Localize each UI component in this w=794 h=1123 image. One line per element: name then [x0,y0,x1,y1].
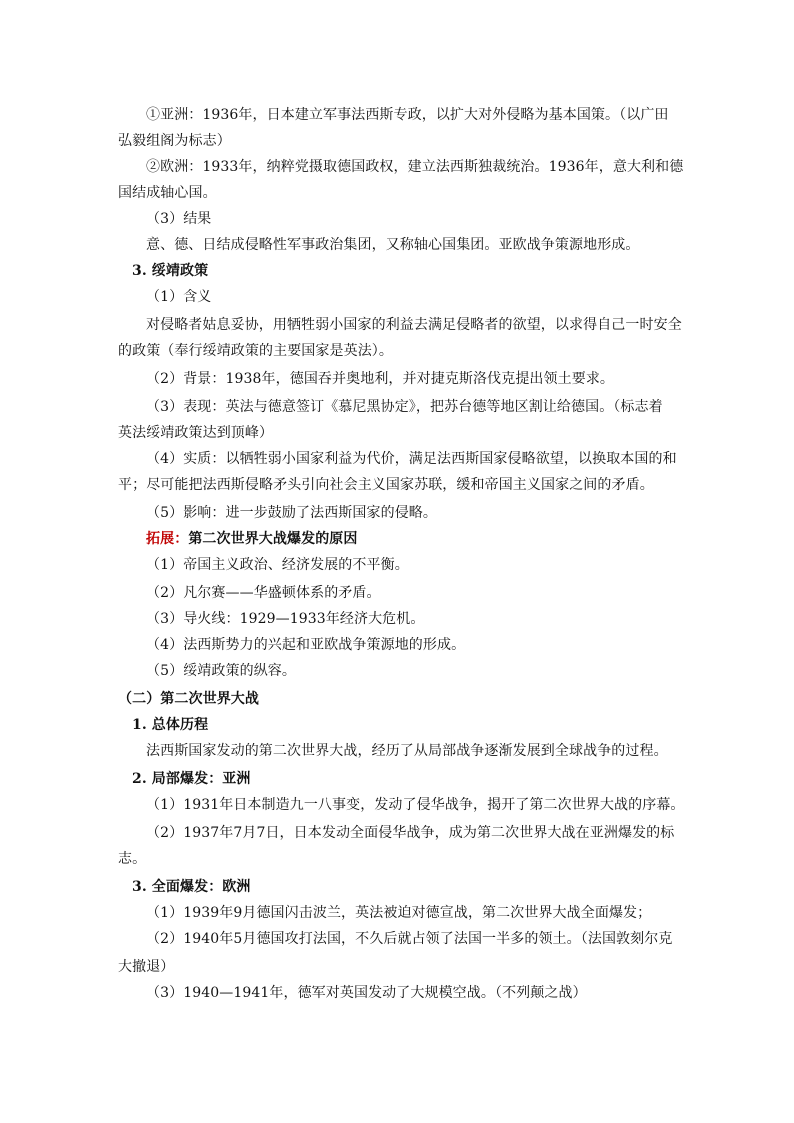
paragraph-line: （2）背景：1938年，德国吞并奥地利，并对捷克斯洛伐克提出领土要求。 [146,371,615,387]
paragraph-line: （2）1937年7月7日，日本发动全面侵华战争，成为第二次世界大战在亚洲爆发的标 [146,825,675,841]
list-item: （4）法西斯势力的兴起和亚欧战争策源地的形成。 [146,637,466,653]
paragraph-line: ①亚洲：1936年，日本建立军事法西斯专政，以扩大对外侵略为基本国策。（以广田 [146,107,669,123]
paragraph-line: （4）实质：以牺牲弱小国家利益为代价，满足法西斯国家侵略欲望，以换取本国的和 [146,451,677,467]
list-item: （1）帝国主义政治、经济发展的不平衡。 [146,557,409,573]
paragraph-line: 弘毅组阁为标志） [118,133,231,149]
paragraph-line: 志。 [118,851,147,867]
section-heading: 2. 局部爆发：亚洲 [132,771,251,787]
extension-title: 第二次世界大战爆发的原因 [188,531,358,547]
paragraph-line: （2）1940年5月德国攻打法国，不久后就占领了法国一半多的领土。（法国敦刻尔克 [146,931,673,947]
paragraph-line: 的政策（奉行绥靖政策的主要国家是英法）。 [118,343,393,359]
paragraph-line: ②欧洲：1933年，纳粹党摄取德国政权，建立法西斯独裁统治。1936年，意大利和德 [146,159,684,175]
paragraph-line: 法西斯国家发动的第二次世界大战，经历了从局部战争逐渐发展到全球战争的过程。 [146,743,668,759]
paragraph-line: 平；尽可能把法西斯侵略矛头引向社会主义国家苏联，缓和帝国主义国家之间的矛盾。 [118,477,654,493]
section-heading: 3. 绥靖政策 [132,263,209,279]
paragraph-line: 对侵略者姑息妥协，用牺牲弱小国家的利益去满足侵略者的欲望，以求得自己一时安全 [146,317,682,333]
subheading: （3）结果 [146,211,212,227]
extension-label: 拓展： [146,531,189,547]
paragraph-line: （3）表现：英法与德意签订《慕尼黑协定》，把苏台德等地区割让给德国。（标志着 [146,399,663,415]
paragraph-line: （3）1940—1941年，德军对英国发动了大规模空战。（不列颠之战） [146,985,587,1001]
paragraph-line: （5）影响：进一步鼓励了法西斯国家的侵略。 [146,505,438,521]
paragraph-line: 英法绥靖政策达到顶峰） [118,425,274,441]
chapter-heading: （二）第二次世界大战 [118,691,259,707]
list-item: （3）导火线：1929—1933年经济大危机。 [146,611,425,627]
paragraph-line: （1）1931年日本制造九一八事变，发动了侵华战争，揭开了第二次世界大战的序幕。 [146,797,685,813]
extension-heading [146,530,358,548]
section-heading: 1. 总体历程 [132,717,209,733]
paragraph-line: 意、德、日结成侵略性军事政治集团，又称轴心国集团。亚欧战争策源地形成。 [146,237,640,253]
paragraph-line: 大撤退） [118,959,175,975]
paragraph-line: （1）1939年9月德国闪击波兰，英法被迫对德宣战，第二次世界大战全面爆发； [146,905,652,921]
subheading: （1）含义 [146,289,212,305]
section-heading: 3. 全面爆发：欧洲 [132,879,251,895]
paragraph-line: 国结成轴心国。 [118,185,217,201]
list-item: （5）绥靖政策的纵容。 [146,663,297,679]
list-item: （2）凡尔赛——华盛顿体系的矛盾。 [146,585,381,601]
